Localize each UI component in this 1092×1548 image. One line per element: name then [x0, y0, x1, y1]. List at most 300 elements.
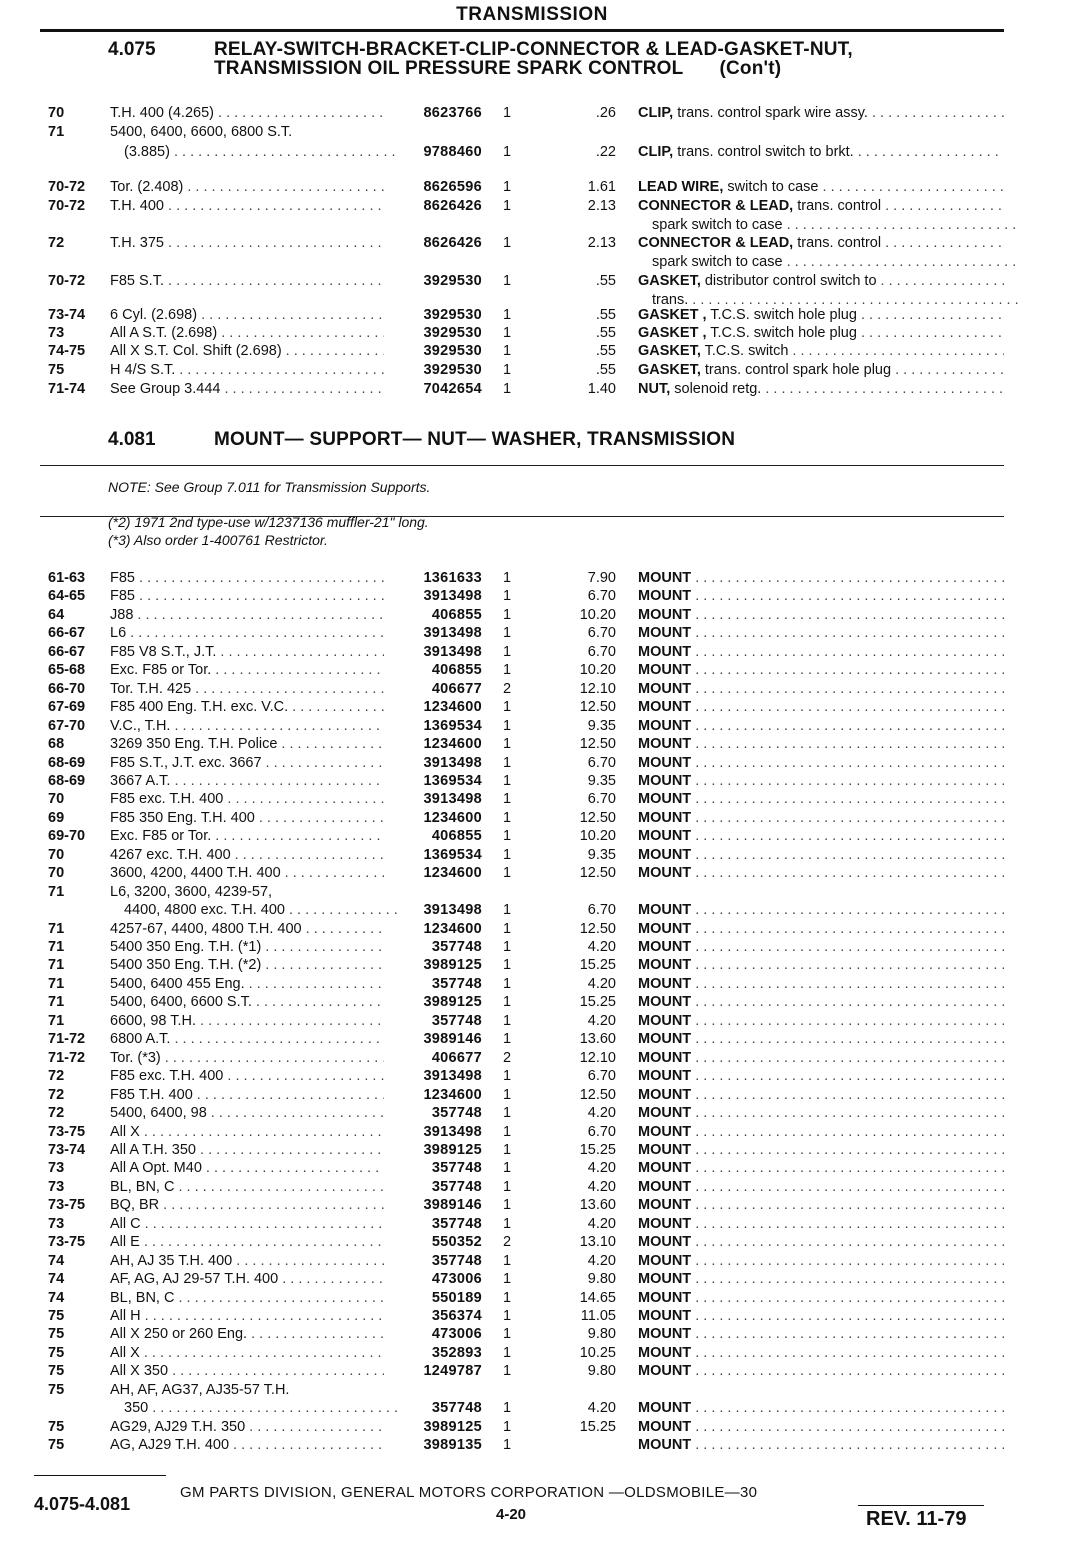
part-name-detail: trans. control switch to brkt.	[673, 144, 854, 160]
model-year: 75	[48, 1382, 65, 1398]
quantity: 1	[502, 1197, 512, 1213]
application: 5400, 6400 455 Eng. . . .	[110, 975, 384, 993]
parts-row	[0, 380, 1092, 398]
parts-row	[0, 306, 1092, 324]
part-number: 3989125	[423, 994, 482, 1010]
price: 6.70	[587, 755, 616, 771]
parts-row	[0, 587, 1092, 605]
model-year: 65-68	[48, 662, 86, 678]
quantity: 1	[502, 343, 512, 359]
part-name-detail: trans.	[652, 292, 689, 308]
part-number: 3913498	[423, 588, 482, 604]
model-year: 70	[48, 847, 65, 863]
model-year: 73	[48, 325, 65, 341]
application: F85 exc. T.H. 400 . . .	[110, 790, 384, 808]
parts-row	[0, 846, 1092, 864]
note-supports: NOTE: See Group 7.011 for Transmission Supports.	[108, 479, 431, 495]
part-name	[652, 216, 1018, 234]
part-name	[638, 1178, 1004, 1196]
model-year: 66-70	[48, 681, 86, 697]
application: (3.885) . . .	[124, 143, 398, 161]
part-name	[638, 1344, 1004, 1362]
model-year: 61-63	[48, 570, 86, 586]
part-name-keyword: MOUNT	[638, 1068, 692, 1084]
parts-row	[0, 956, 1092, 974]
part-name-detail: trans. control spark wire assy.	[673, 105, 868, 121]
price: 4.20	[587, 976, 616, 992]
part-name-keyword: MOUNT	[638, 902, 692, 918]
quantity: 1	[502, 1253, 512, 1269]
part-name-detail: T.C.S. switch	[700, 343, 789, 359]
model-year: 75	[48, 1437, 65, 1453]
part-name	[638, 1067, 1004, 1085]
model-year: 64-65	[48, 588, 86, 604]
application: 5400, 6400, 98 . . .	[110, 1104, 384, 1122]
part-number: 3913498	[423, 1068, 482, 1084]
model-year: 75	[48, 1419, 65, 1435]
application: 4267 exc. T.H. 400 . . .	[110, 846, 384, 864]
footer-publisher: GM PARTS DIVISION, GENERAL MOTORS CORPORATION —OLDSMOBILE—30	[180, 1484, 758, 1501]
quantity: 1	[502, 1031, 512, 1047]
part-number: 406855	[431, 828, 482, 844]
model-year: 66-67	[48, 644, 86, 660]
part-number: 1369534	[423, 847, 482, 863]
part-name-keyword: MOUNT	[638, 1105, 692, 1121]
quantity: 1	[502, 865, 512, 881]
application: V.C., T.H. . . .	[110, 717, 384, 735]
price: 7.90	[587, 570, 616, 586]
model-year: 71	[48, 124, 65, 140]
parts-row	[0, 1307, 1092, 1325]
part-name-keyword: MOUNT	[638, 847, 692, 863]
application: F85 T.H. 400 . . .	[110, 1086, 384, 1104]
price: 15.25	[579, 1419, 616, 1435]
parts-row	[0, 1362, 1092, 1380]
part-name	[638, 606, 1004, 624]
quantity: 1	[502, 235, 512, 251]
application: H 4/S S.T. . . .	[110, 361, 384, 379]
quantity: 1	[502, 957, 512, 973]
part-number: 3929530	[423, 307, 482, 323]
part-name	[638, 1049, 1004, 1067]
quantity: 1	[502, 362, 512, 378]
price: 10.20	[579, 607, 616, 623]
part-name-keyword: GASKET,	[638, 362, 701, 378]
part-number: 3989146	[423, 1031, 482, 1047]
model-year: 68	[48, 736, 65, 752]
model-year: 71	[48, 994, 65, 1010]
part-number: 3989125	[423, 957, 482, 973]
part-name-keyword: CONNECTOR & LEAD,	[638, 198, 794, 214]
parts-row	[0, 197, 1092, 215]
quantity: 1	[502, 1087, 512, 1103]
application: F85 350 Eng. T.H. 400 . . .	[110, 809, 384, 827]
part-name-keyword: GASKET ,	[638, 307, 707, 323]
model-year: 72	[48, 1068, 65, 1084]
price: 6.70	[587, 588, 616, 604]
part-name-keyword: CLIP,	[638, 105, 674, 121]
model-year: 73	[48, 1179, 65, 1195]
application: 6800 A.T. . . .	[110, 1030, 384, 1048]
quantity: 1	[502, 1013, 512, 1029]
application: 350 . . .	[124, 1399, 398, 1417]
parts-row	[0, 1104, 1092, 1122]
part-name	[638, 846, 1004, 864]
part-name	[638, 698, 1004, 716]
price: 15.25	[579, 1142, 616, 1158]
part-name-keyword: MOUNT	[638, 1050, 692, 1066]
section-rule	[40, 465, 1004, 466]
part-name	[638, 380, 1004, 398]
model-year: 70	[48, 791, 65, 807]
parts-row	[0, 661, 1092, 679]
application: Exc. F85 or Tor. . . .	[110, 661, 384, 679]
price: 4.20	[587, 1160, 616, 1176]
part-name	[638, 920, 1004, 938]
parts-row	[0, 361, 1092, 379]
quantity: 1	[502, 1068, 512, 1084]
application: 3269 350 Eng. T.H. Police . . .	[110, 735, 384, 753]
price: 6.70	[587, 625, 616, 641]
quantity: 1	[502, 791, 512, 807]
model-year: 71	[48, 1013, 65, 1029]
price: 6.70	[587, 791, 616, 807]
part-number: 473006	[431, 1326, 482, 1342]
quantity: 1	[502, 736, 512, 752]
price: 2.13	[587, 198, 616, 214]
price: 4.20	[587, 939, 616, 955]
part-number: 3929530	[423, 362, 482, 378]
part-name-keyword: MOUNT	[638, 1253, 692, 1269]
price: 11.05	[580, 1308, 616, 1324]
parts-row	[0, 827, 1092, 845]
footnote-3: (*3) Also order 1-400761 Restrictor.	[108, 532, 328, 548]
application: All H . . .	[110, 1307, 384, 1325]
part-number: 357748	[431, 1179, 482, 1195]
application: T.H. 375 . . .	[110, 234, 384, 252]
part-name	[638, 772, 1004, 790]
model-year: 72	[48, 1087, 65, 1103]
section-title-line1: RELAY-SWITCH-BRACKET-CLIP-CONNECTOR & LEAD-GASKET-NUT,	[214, 39, 853, 60]
quantity: 1	[502, 144, 512, 160]
part-name-keyword: MOUNT	[638, 791, 692, 807]
part-number: 1234600	[423, 865, 482, 881]
parts-row	[0, 680, 1092, 698]
part-number: 3913498	[423, 625, 482, 641]
part-name-keyword: MOUNT	[638, 662, 692, 678]
quantity: 1	[502, 179, 512, 195]
quantity: 1	[502, 105, 512, 121]
part-number: 357748	[431, 1253, 482, 1269]
part-name-keyword: MOUNT	[638, 644, 692, 660]
parts-row	[0, 234, 1092, 252]
parts-row	[0, 1436, 1092, 1454]
part-name	[638, 754, 1004, 772]
part-name-keyword: MOUNT	[638, 1363, 692, 1379]
part-number: 356374	[431, 1308, 482, 1324]
parts-row	[0, 324, 1092, 342]
part-name	[638, 272, 1004, 290]
parts-row	[0, 1344, 1092, 1362]
footer-rule-left	[34, 1475, 166, 1476]
part-number: 8626426	[423, 235, 482, 251]
application: All X . . .	[110, 1344, 384, 1362]
price: 13.10	[579, 1234, 616, 1250]
parts-row	[0, 1178, 1092, 1196]
part-name	[638, 1104, 1004, 1122]
price: 12.10	[579, 681, 616, 697]
footer-revision: REV. 11-79	[866, 1508, 967, 1530]
price: .26	[595, 105, 616, 121]
price: 9.80	[587, 1326, 616, 1342]
part-name-detail: trans. control	[793, 235, 882, 251]
application: All X . . .	[110, 1123, 384, 1141]
part-name-detail: T.C.S. switch hole plug	[706, 325, 857, 341]
quantity: 1	[502, 1326, 512, 1342]
section-title-line2-wrap	[214, 59, 1014, 78]
application: 5400 350 Eng. T.H. (*2) . . .	[110, 956, 384, 974]
price: 12.50	[579, 699, 616, 715]
application: F85 S.T. . . .	[110, 272, 384, 290]
part-number: 3929530	[423, 273, 482, 289]
application: Tor. (*3) . . .	[110, 1049, 384, 1067]
part-name	[638, 104, 1004, 122]
part-name	[638, 1418, 1004, 1436]
price: 1.61	[587, 179, 616, 195]
part-number: 473006	[431, 1271, 482, 1287]
part-name	[652, 253, 1018, 271]
part-number: 3913498	[423, 1124, 482, 1140]
model-year: 70-72	[48, 198, 86, 214]
quantity: 1	[502, 1437, 512, 1453]
application: 5400 350 Eng. T.H. (*1) . . .	[110, 938, 384, 956]
model-year: 71	[48, 921, 65, 937]
part-name-keyword: CONNECTOR & LEAD,	[638, 235, 794, 251]
model-year: 70	[48, 865, 65, 881]
price: 15.25	[579, 994, 616, 1010]
parts-row	[0, 1030, 1092, 1048]
parts-row	[0, 272, 1092, 290]
quantity: 1	[502, 1363, 512, 1379]
part-name	[638, 1325, 1004, 1343]
part-name-keyword: MOUNT	[638, 1437, 692, 1453]
part-name	[638, 197, 1004, 215]
price: 15.25	[579, 957, 616, 973]
part-name-detail: solenoid retg.	[670, 381, 762, 397]
application: All A S.T. (2.698) . . .	[110, 324, 384, 342]
quantity: 1	[502, 662, 512, 678]
application: F85 exc. T.H. 400 . . .	[110, 1067, 384, 1085]
price: 12.50	[579, 1087, 616, 1103]
application: All X 250 or 260 Eng. . . .	[110, 1325, 384, 1343]
model-year: 64	[48, 607, 65, 623]
price: 1.40	[587, 381, 616, 397]
parts-row	[0, 253, 1092, 271]
parts-row	[0, 606, 1092, 624]
part-name-keyword: MOUNT	[638, 625, 692, 641]
part-name-keyword: MOUNT	[638, 699, 692, 715]
model-year: 75	[48, 1345, 65, 1361]
part-name	[638, 1252, 1004, 1270]
part-number: 406855	[431, 607, 482, 623]
part-number: 357748	[431, 939, 482, 955]
quantity: 2	[502, 1234, 512, 1250]
part-name	[638, 569, 1004, 587]
price: 12.50	[579, 865, 616, 881]
part-name	[638, 975, 1004, 993]
quantity: 2	[502, 1050, 512, 1066]
application: All X S.T. Col. Shift (2.698) . . .	[110, 342, 384, 360]
part-name-keyword: MOUNT	[638, 994, 692, 1010]
parts-row	[0, 772, 1092, 790]
application: All E . . .	[110, 1233, 384, 1251]
quantity: 1	[502, 755, 512, 771]
model-year: 73-75	[48, 1234, 86, 1250]
parts-row	[0, 1325, 1092, 1343]
model-year: 69-70	[48, 828, 86, 844]
application: J88 . . .	[110, 606, 384, 624]
part-name-keyword: MOUNT	[638, 1179, 692, 1195]
price: 13.60	[579, 1031, 616, 1047]
part-name-keyword: MOUNT	[638, 1400, 692, 1416]
part-name	[638, 643, 1004, 661]
model-year: 73	[48, 1160, 65, 1176]
model-year: 72	[48, 235, 65, 251]
price: .22	[595, 144, 616, 160]
part-number: 3989135	[423, 1437, 482, 1453]
footer-section-range: 4.075-4.081	[34, 1494, 131, 1514]
price: 4.20	[587, 1013, 616, 1029]
part-name	[638, 1086, 1004, 1104]
part-name	[638, 324, 1004, 342]
part-name-keyword: MOUNT	[638, 1419, 692, 1435]
part-name	[638, 956, 1004, 974]
quantity: 1	[502, 921, 512, 937]
part-name	[638, 1233, 1004, 1251]
parts-row	[0, 809, 1092, 827]
application: F85 400 Eng. T.H. exc. V.C. . . .	[110, 698, 384, 716]
part-name	[638, 790, 1004, 808]
parts-row	[0, 123, 1092, 141]
part-number: 357748	[431, 1160, 482, 1176]
part-name-keyword: MOUNT	[638, 1345, 692, 1361]
header-rule	[40, 29, 1004, 32]
part-name	[638, 342, 1004, 360]
price: 4.20	[587, 1216, 616, 1232]
parts-row	[0, 1289, 1092, 1307]
model-year: 71-72	[48, 1050, 86, 1066]
part-name-keyword: MOUNT	[638, 588, 692, 604]
part-name	[638, 178, 1004, 196]
part-name-keyword: MOUNT	[638, 1197, 692, 1213]
part-name	[638, 680, 1004, 698]
parts-row	[0, 1215, 1092, 1233]
part-name-keyword: MOUNT	[638, 1087, 692, 1103]
application: See Group 3.444 . . .	[110, 380, 384, 398]
part-name-keyword: LEAD WIRE,	[638, 179, 724, 195]
part-number: 550352	[431, 1234, 482, 1250]
part-name	[638, 827, 1004, 845]
model-year: 73-74	[48, 1142, 86, 1158]
part-name	[638, 938, 1004, 956]
part-name-keyword: MOUNT	[638, 773, 692, 789]
part-name	[638, 1159, 1004, 1177]
model-year: 69	[48, 810, 65, 826]
part-number: 357748	[431, 1216, 482, 1232]
price: 9.35	[587, 718, 616, 734]
part-number: 3913498	[423, 791, 482, 807]
part-name-detail: trans. control	[793, 198, 882, 214]
part-name-keyword: MOUNT	[638, 607, 692, 623]
application: Exc. F85 or Tor. . . .	[110, 827, 384, 845]
application: All A T.H. 350 . . .	[110, 1141, 384, 1159]
price: 9.35	[587, 773, 616, 789]
part-name	[638, 234, 1004, 252]
footer-page-number: 4-20	[496, 1506, 527, 1523]
quantity: 1	[502, 994, 512, 1010]
footnote-2: (*2) 1971 2nd type-use w/1237136 muffler-21" long.	[108, 514, 429, 530]
price: 6.70	[587, 1068, 616, 1084]
parts-row	[0, 1123, 1092, 1141]
part-name-keyword: MOUNT	[638, 570, 692, 586]
application: AH, AF, AG37, AJ35-57 T.H.	[110, 1382, 290, 1398]
quantity: 1	[502, 1105, 512, 1121]
parts-row	[0, 1252, 1092, 1270]
part-name-keyword: MOUNT	[638, 1326, 692, 1342]
part-name-keyword: MOUNT	[638, 1160, 692, 1176]
price: 4.20	[587, 1400, 616, 1416]
part-number: 352893	[431, 1345, 482, 1361]
part-name-keyword: MOUNT	[638, 865, 692, 881]
application: Tor. (2.408) . . .	[110, 178, 384, 196]
part-name-keyword: MOUNT	[638, 976, 692, 992]
section-number: 4.081	[108, 429, 156, 450]
part-name	[638, 1270, 1004, 1288]
model-year: 75	[48, 1326, 65, 1342]
model-year: 71	[48, 976, 65, 992]
part-number: 1234600	[423, 921, 482, 937]
quantity: 1	[502, 976, 512, 992]
part-number: 1234600	[423, 1087, 482, 1103]
quantity: 1	[502, 1124, 512, 1140]
part-number: 3929530	[423, 325, 482, 341]
application: All A Opt. M40 . . .	[110, 1159, 384, 1177]
parts-row	[0, 178, 1092, 196]
price: 4.20	[587, 1179, 616, 1195]
parts-row	[0, 754, 1092, 772]
application: All C . . .	[110, 1215, 384, 1233]
continued-label: (Con't)	[719, 58, 782, 79]
part-name-keyword: GASKET ,	[638, 325, 707, 341]
part-name	[638, 661, 1004, 679]
price: 12.50	[579, 736, 616, 752]
part-name-keyword: MOUNT	[638, 1216, 692, 1232]
part-name-detail: T.C.S. switch hole plug	[706, 307, 857, 323]
part-number: 1234600	[423, 810, 482, 826]
price: 14.65	[579, 1290, 616, 1306]
quantity: 1	[502, 1308, 512, 1324]
application: F85 V8 S.T., J.T. . . .	[110, 643, 384, 661]
part-name	[638, 361, 1004, 379]
model-year: 68-69	[48, 755, 86, 771]
part-name	[638, 1012, 1004, 1030]
model-year: 71-72	[48, 1031, 86, 1047]
part-name-detail: distributor control switch to	[700, 273, 877, 289]
application: 6600, 98 T.H. . . .	[110, 1012, 384, 1030]
parts-row	[0, 698, 1092, 716]
part-name-keyword: MOUNT	[638, 921, 692, 937]
quantity: 1	[502, 381, 512, 397]
